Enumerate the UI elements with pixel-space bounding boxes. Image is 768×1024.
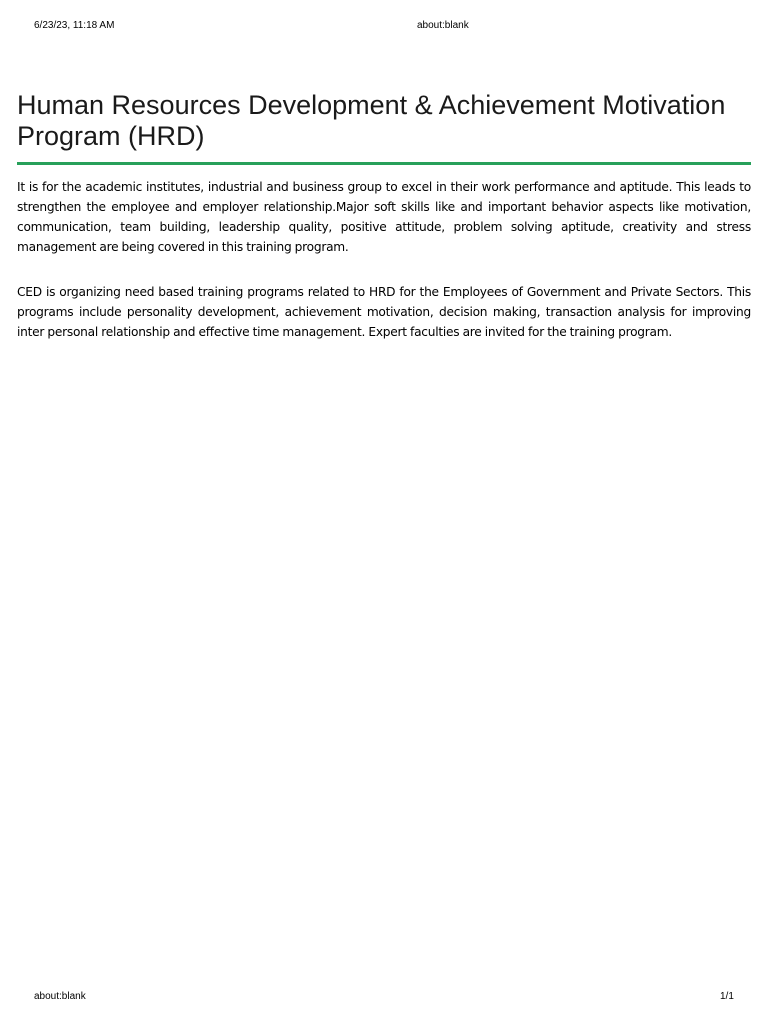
print-header-url: about:blank — [417, 20, 469, 31]
print-datetime: 6/23/23, 11:18 AM — [34, 20, 115, 31]
print-header — [0, 19, 768, 33]
print-footer — [0, 990, 768, 1004]
paragraph-ced-programs: CED is organizing need based training programs related to HRD for the Employees of Government and Private Sectors. This programs include personality development, achievement motivation, decision making, transaction analysis for improving inter personal relationship and effective time management. Expert faculties are invited for the training program. — [17, 285, 751, 339]
page-title: Human Resources Development & Achievement Motivation Program (HRD) — [17, 90, 726, 151]
print-footer-url: about:blank — [34, 991, 86, 1002]
page-number: 1/1 — [720, 991, 734, 1002]
title-divider — [17, 162, 751, 165]
paragraph-intro: It is for the academic institutes, industrial and business group to excel in their work performance and aptitude. This leads to strengthen the employee and employer relationship.Major soft skills like and important behavior aspects like motivation, communication, team building, leadership quality, positive attitude, problem solving aptitude, creativity and stress management are being covered in this training program. — [17, 180, 751, 254]
document-body — [17, 177, 751, 367]
